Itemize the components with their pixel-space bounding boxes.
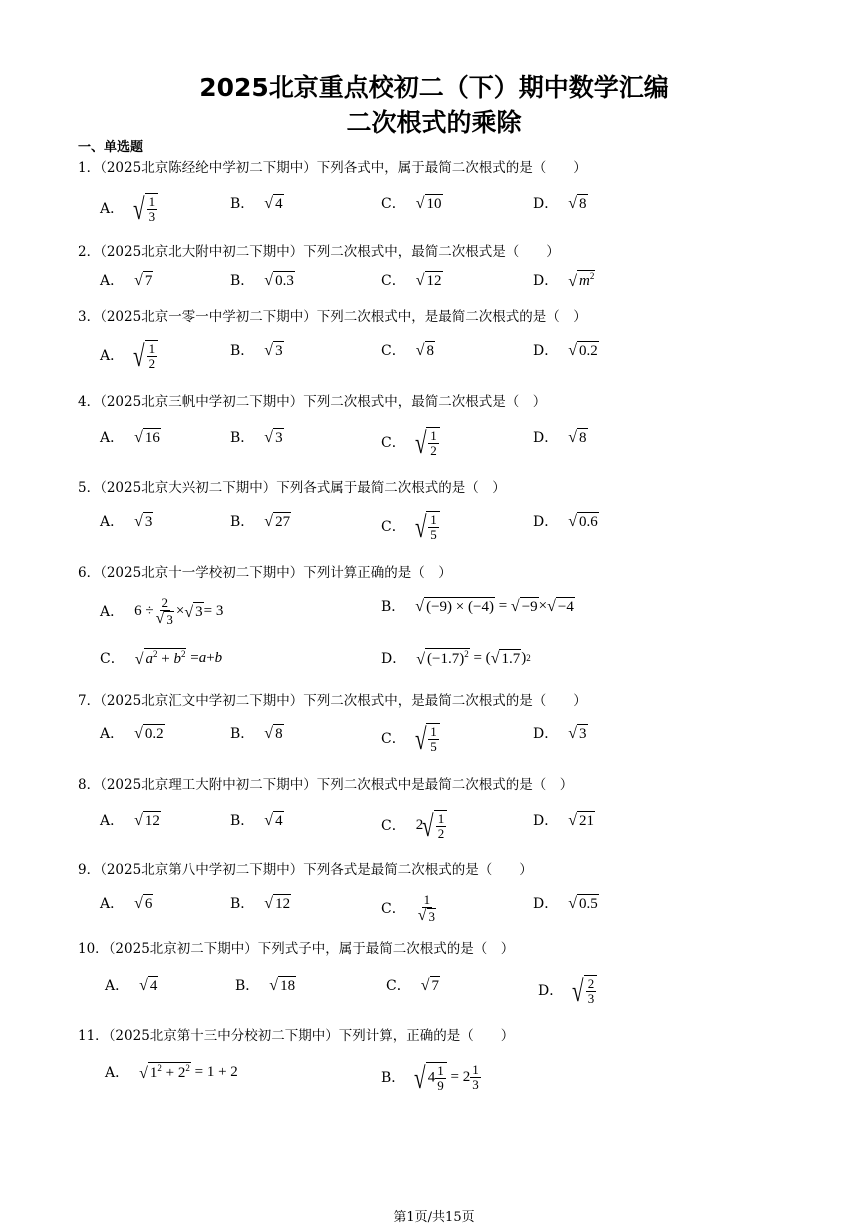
question-source: （2025北京大兴初二下期中） [100,480,277,496]
option-c [100,648,222,668]
option-label: D． [533,726,559,742]
option-c [381,427,440,461]
option-b [230,511,291,531]
option-label: B． [235,978,260,994]
question-source: （2025北京十一学校初二下期中） [100,565,304,581]
question-text: 下列二次根式中，是最简二次根式的是（ ） [316,309,587,325]
option-d [533,427,588,447]
option-a [100,340,158,374]
option-label: C． [381,343,406,359]
option-b [230,810,284,830]
option-c [381,270,443,290]
question-text: 下列二次根式中是最简二次根式的是（ ） [316,777,574,793]
question-number: 2． [78,244,101,260]
option-d [533,810,595,830]
option-label: A． [100,201,125,218]
option-expression: √ 0.2 [134,725,164,743]
question-source: （2025北京汇文中学初二下期中） [100,693,304,709]
option-a [100,810,161,830]
option-expression: √ 12 [415,272,442,290]
question-source: （2025北京一零一中学初二下期中） [100,309,317,325]
option-expression: √ $\frac{1}{2}$ [134,340,158,370]
option-expression: √ $m^2$ [568,271,595,290]
option-b [230,340,284,360]
option-a [100,270,153,290]
option-c [386,975,440,995]
document-title: 2025北京重点校初二（下）期中数学汇编 [199,73,669,102]
option-d [381,648,531,668]
question-text: 下列式子中，属于最简二次根式的是（ ） [257,941,515,957]
option-a [105,975,158,995]
option-label: A． [100,273,125,289]
option-expression: √ 18 [269,977,296,995]
option-label: A． [100,430,125,446]
option-d [533,193,588,213]
question-stem [78,476,506,496]
option-label: B． [230,430,255,446]
option-expression: √ $(-1.7)^2$ = ( √ 1.7 ) 2 [416,649,531,668]
option-label: D． [533,430,559,446]
option-label: C． [381,901,406,918]
option-c [381,723,440,757]
question-number: 5． [78,480,101,496]
option-d [538,975,597,1009]
option-expression: √ $a^2 + b^2$ = a + b [134,649,223,668]
question-text: 下列二次根式中，是最简二次根式的是（ ） [303,693,587,709]
option-label: D． [538,983,564,1000]
option-expression: √ 3 [134,513,153,531]
option-expression: √ 12 [134,812,160,830]
option-expression: √ 7 [134,272,153,290]
question-text: 下列各式属于最简二次根式的是（ ） [276,480,506,496]
option-label: A． [100,604,125,621]
option-expression: √ 4 $\frac{1}{9}$ = 2 $\frac{1}{3}$ [414,1062,479,1096]
option-a [100,193,158,227]
section-heading: 一、单选题 [78,140,144,155]
question-source: （2025北京第八中学初二下期中） [100,862,304,878]
option-label: B． [230,813,255,829]
option-label: B． [230,196,255,212]
question-text: 下列各式中，属于最简二次根式的是（ ） [316,160,587,176]
option-label: D． [533,896,559,912]
question-source: （2025北京初二下期中） [108,941,258,957]
question-stem [78,240,560,260]
question-number: 4． [78,394,101,410]
option-label: C． [381,435,406,452]
option-c [381,893,438,924]
option-a [100,723,165,743]
option-label: B． [381,599,406,615]
option-label: C． [381,818,406,835]
option-expression: √ 0.3 [264,272,294,290]
option-b [230,427,284,447]
option-expression: √ 0.6 [568,513,598,531]
option-label: D． [533,514,559,530]
option-expression: √ 8 [568,195,587,213]
option-d [533,893,599,913]
option-expression: √ $\frac{1}{5}$ [416,511,440,541]
option-d [533,340,599,360]
option-b [230,723,284,743]
option-label: C． [381,196,406,212]
question-number: 7． [78,693,101,709]
option-label: D． [533,343,559,359]
option-label: C． [381,273,406,289]
option-label: D． [533,813,559,829]
option-expression: √ $\frac{1}{2}$ [416,427,440,457]
option-expression: √ 16 [134,429,160,447]
option-c [381,340,435,360]
option-a [100,511,153,531]
option-d [533,723,588,743]
question-source: （2025北京三帆中学初二下期中） [100,394,304,410]
option-label: C． [381,731,406,748]
option-expression: √ $1^2 + 2^2$ = 1 + 2 [139,1063,238,1082]
option-label: B． [230,343,255,359]
option-expression: √ 8 [568,429,587,447]
question-number: 8． [78,777,101,793]
option-expression: √ 21 [568,812,595,830]
question-stem [78,305,587,325]
option-a [105,1062,238,1082]
option-label: C． [381,519,406,536]
question-stem [78,1024,514,1044]
option-label: D． [381,651,407,667]
option-b [230,270,295,290]
option-expression: √ 4 [264,812,283,830]
question-stem [78,773,573,793]
question-number: 3． [78,309,101,325]
question-stem [78,156,587,176]
question-source: （2025北京理工大附中初二下期中） [100,777,317,793]
option-label: A． [105,978,130,994]
option-expression: √ $\frac{1}{3}$ [134,193,158,223]
option-expression: √ 8 [264,725,283,743]
question-number: 11． [78,1028,109,1044]
document-subtitle: 二次根式的乘除 [346,108,522,137]
option-expression: √ 3 [264,429,283,447]
question-text: 下列计算正确的是（ ） [303,565,452,581]
option-expression: √ 27 [264,513,291,531]
option-c [381,511,440,545]
option-b [381,1062,481,1096]
option-expression: √ 12 [264,895,291,913]
question-stem [78,689,587,709]
question-source: （2025北京北大附中初二下期中） [100,244,304,260]
question-number: 10． [78,941,109,957]
option-label: D． [533,273,559,289]
option-label: A． [100,813,125,829]
option-c [381,193,443,213]
option-expression: √ $\frac{2}{3}$ [573,975,597,1005]
option-label: B． [230,896,255,912]
question-stem [78,390,546,410]
question-stem [78,561,452,581]
page-footer: 第1页/共15页 [393,1210,475,1225]
option-label: A． [100,514,125,530]
question-text: 下列各式是最简二次根式的是（ ） [303,862,533,878]
question-text: 下列二次根式中，最简二次根式是（ ） [303,244,560,260]
option-a [100,427,161,447]
option-label: C． [100,651,125,667]
option-a [100,596,223,627]
question-text: 下列二次根式中，最简二次根式是（ ） [303,394,547,410]
option-expression: √ 4 [139,977,158,995]
option-expression: √ 3 [264,342,283,360]
question-source: （2025北京陈经纶中学初二下期中） [100,160,317,176]
question-text: 下列计算，正确的是（ ） [338,1028,515,1044]
option-expression: √ 0.5 [568,895,598,913]
option-expression: 1 √ 3 [417,892,435,924]
question-number: 1． [78,160,101,176]
option-label: B． [230,726,255,742]
option-label: A． [105,1065,130,1081]
option-label: B． [230,273,255,289]
question-stem [78,937,514,957]
option-expression: √ 6 [134,895,153,913]
option-b [235,975,296,995]
option-expression: √ 10 [415,195,442,213]
option-expression: √ 8 [415,342,434,360]
option-label: A． [100,726,125,742]
option-b [381,596,575,616]
option-b [230,893,291,913]
option-expression: √ $\frac{1}{5}$ [416,723,440,753]
option-label: A． [100,896,125,912]
option-b [230,193,284,213]
option-d [533,270,595,290]
option-label: B． [230,514,255,530]
question-number: 9． [78,862,101,878]
option-expression: √ 7 [420,977,439,995]
option-expression: √ 0.2 [568,342,598,360]
option-label: D． [533,196,559,212]
option-expression: √ (−9) × (−4) = √ −9 × √ −4 [415,597,574,616]
option-label: A． [100,348,125,365]
option-expression: 6 ÷ 2 √ 3 × √ 3 = 3 [134,595,224,627]
option-expression: 2 √ $\frac{1}{2}$ [416,810,447,840]
question-number: 6． [78,565,101,581]
option-label: B． [381,1070,406,1087]
option-label: C． [386,978,411,994]
option-a [100,893,153,913]
question-stem [78,858,533,878]
option-d [533,511,599,531]
option-expression: √ 4 [264,195,283,213]
option-c [381,810,447,844]
question-source: （2025北京第十三中分校初二下期中） [108,1028,339,1044]
option-expression: √ 3 [568,725,587,743]
